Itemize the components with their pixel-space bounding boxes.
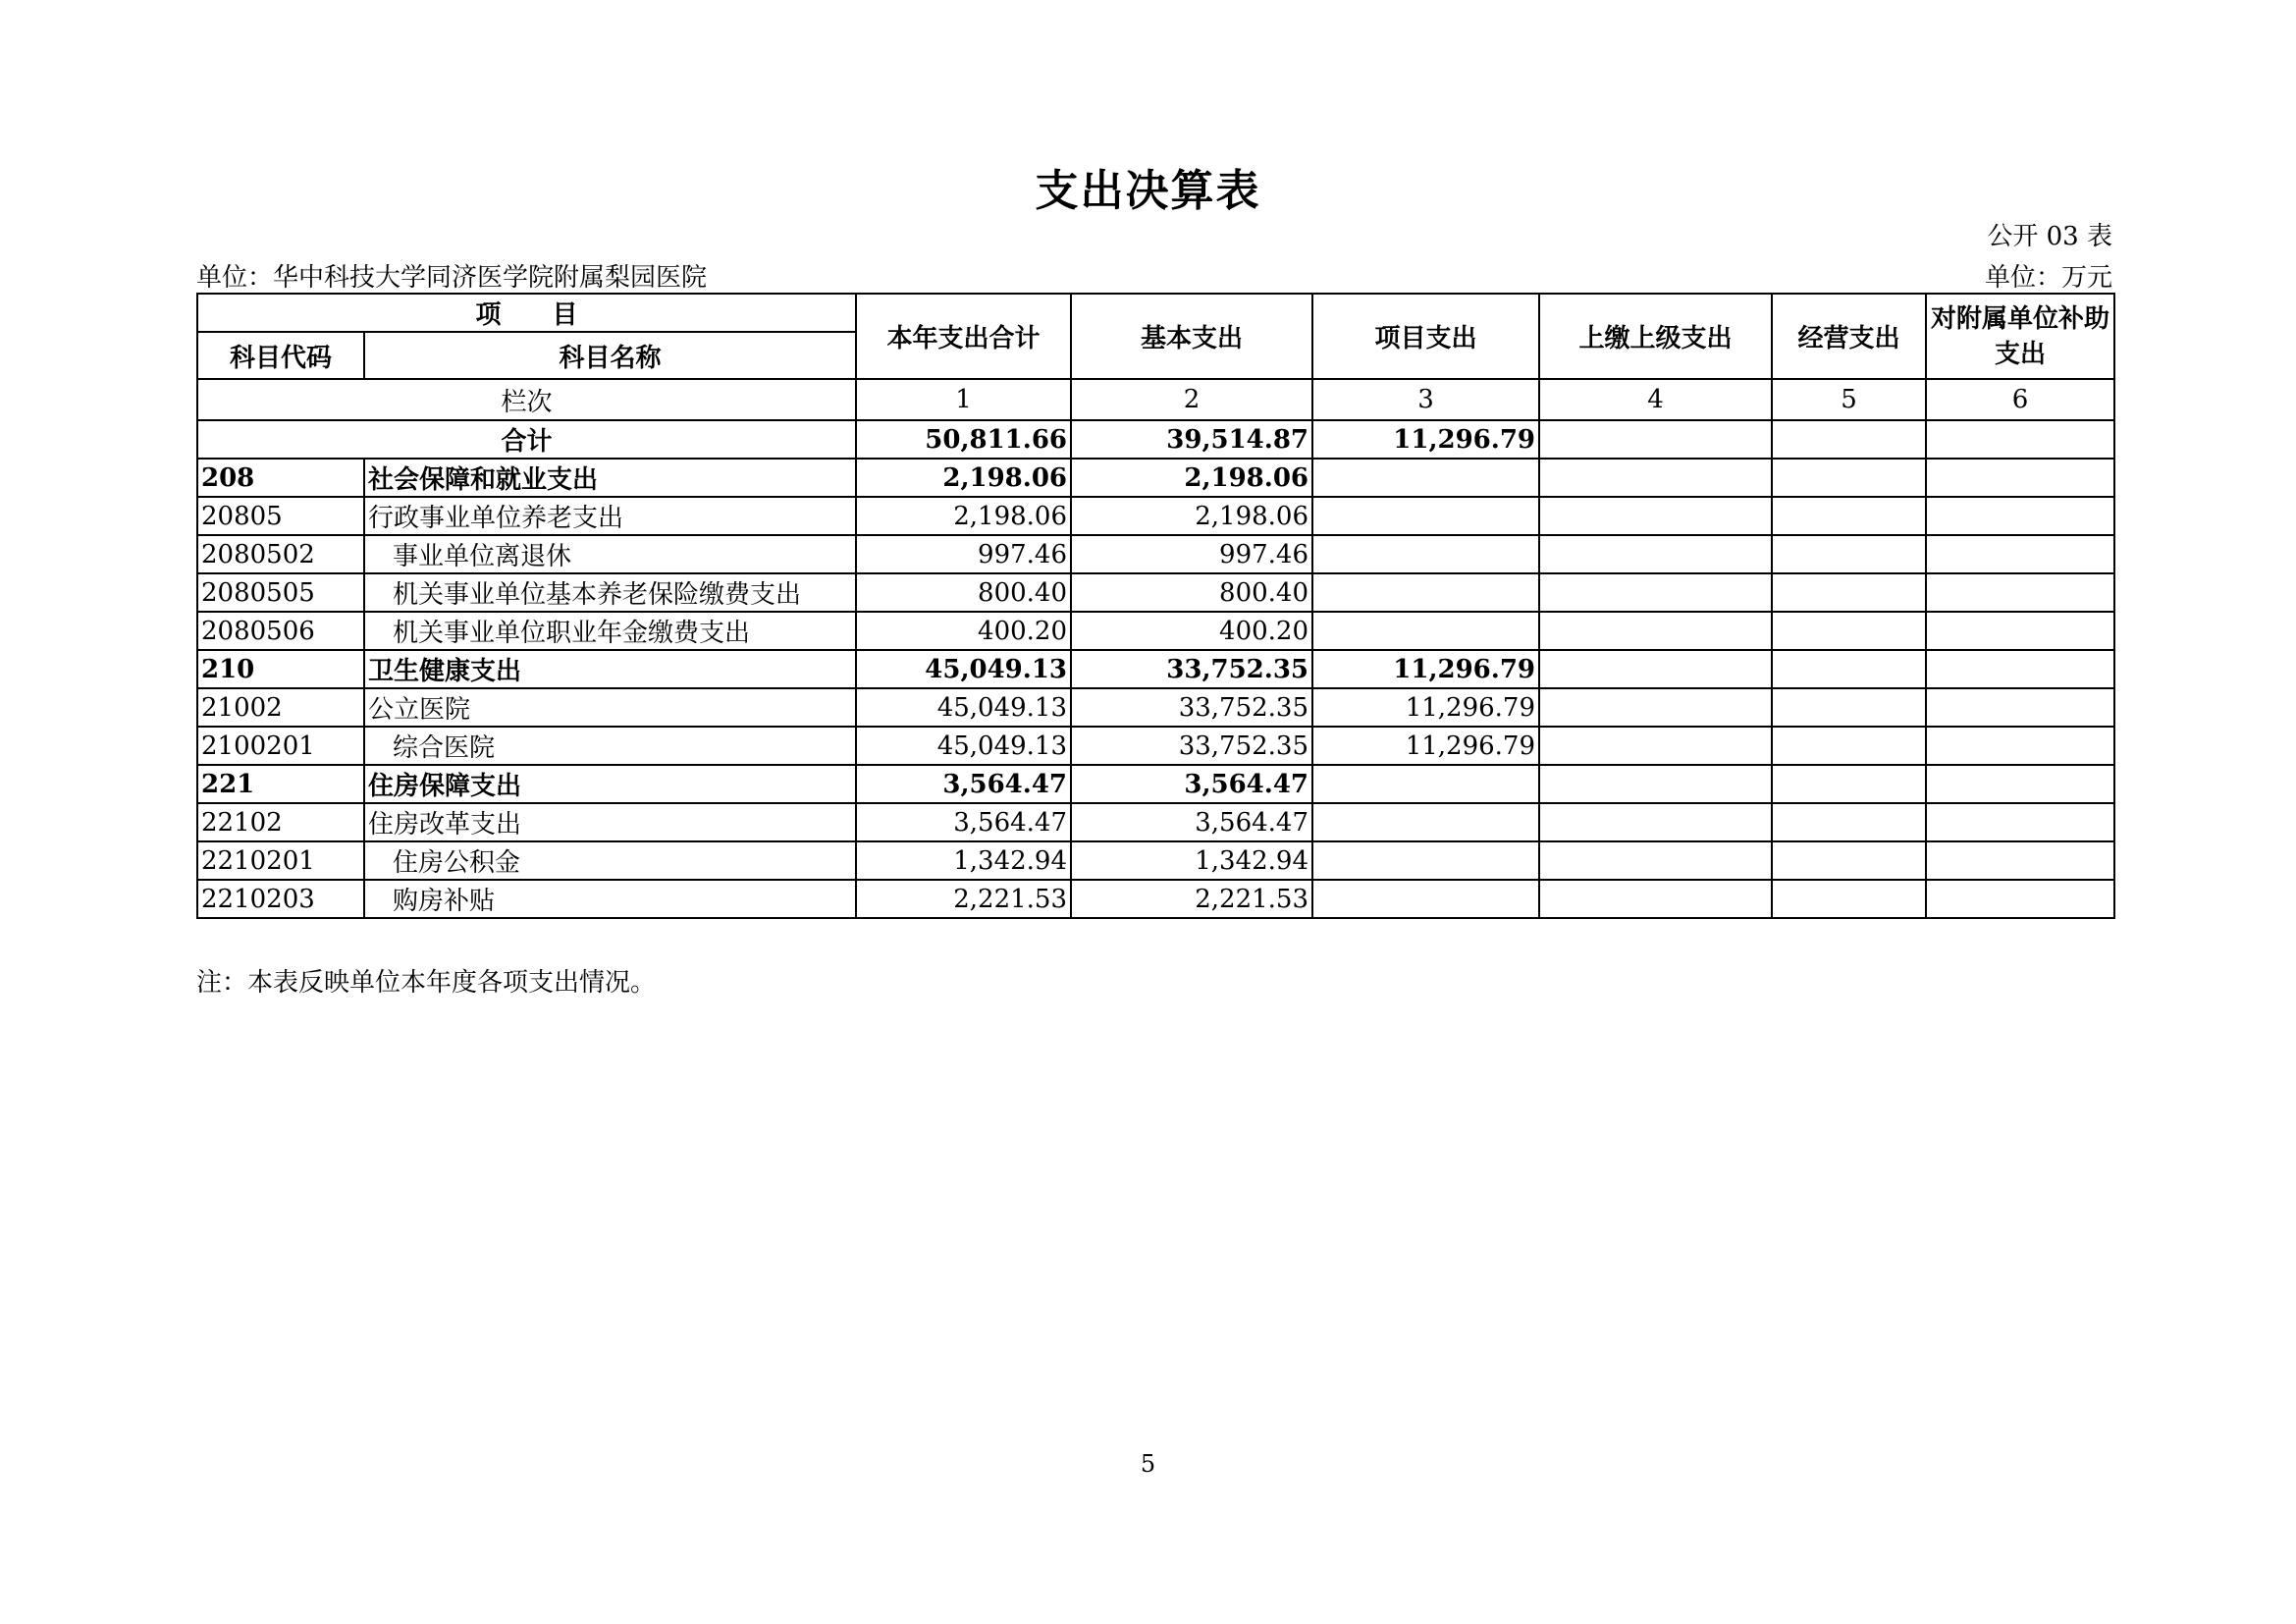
- subject-code: 20805: [197, 497, 364, 535]
- column-number: 3: [1312, 379, 1539, 420]
- amount-upper: [1539, 803, 1772, 841]
- table-row: [197, 535, 2114, 573]
- total-label: 合计: [197, 420, 856, 459]
- amount-basic: 33,752.35: [1071, 688, 1312, 727]
- column-number-row: [197, 379, 2114, 420]
- subject-name: 住房公积金: [364, 841, 856, 880]
- amount-upper: [1539, 612, 1772, 650]
- header-item: 项 目: [197, 294, 856, 332]
- amount-business: [1772, 841, 1926, 880]
- amount-basic: 997.46: [1071, 535, 1312, 573]
- table-row: [197, 765, 2114, 803]
- amount-subsidy: [1926, 841, 2114, 880]
- subject-code: 210: [197, 650, 364, 688]
- amount-business: [1772, 573, 1926, 612]
- subject-name: 住房保障支出: [364, 765, 856, 803]
- amount-basic: 2,221.53: [1071, 880, 1312, 918]
- subject-name: 机关事业单位职业年金缴费支出: [364, 612, 856, 650]
- amount-upper: [1539, 535, 1772, 573]
- amount-business: [1772, 612, 1926, 650]
- amount-project: [1312, 459, 1539, 497]
- amount-project: [1312, 880, 1539, 918]
- amount-subsidy: [1926, 612, 2114, 650]
- subject-name: 行政事业单位养老支出: [364, 497, 856, 535]
- table-row: [197, 727, 2114, 765]
- amount-total: 2,221.53: [856, 880, 1071, 918]
- expenditure-table: [196, 293, 2115, 919]
- amount-business: [1772, 765, 1926, 803]
- amount-upper: [1539, 688, 1772, 727]
- header-name: 科目名称: [364, 332, 856, 379]
- amount-total: 400.20: [856, 612, 1071, 650]
- amount-basic: 3,564.47: [1071, 803, 1312, 841]
- amount-subsidy: [1926, 573, 2114, 612]
- total-cell: 39,514.87: [1071, 420, 1312, 459]
- subject-name: 住房改革支出: [364, 803, 856, 841]
- total-cell: [1539, 420, 1772, 459]
- subject-name: 综合医院: [364, 727, 856, 765]
- amount-business: [1772, 727, 1926, 765]
- amount-upper: [1539, 497, 1772, 535]
- table-row: [197, 650, 2114, 688]
- table-row: [197, 497, 2114, 535]
- amount-basic: 3,564.47: [1071, 765, 1312, 803]
- amount-upper: [1539, 841, 1772, 880]
- total-row: [197, 420, 2114, 459]
- subject-code: 208: [197, 459, 364, 497]
- column-label: 栏次: [197, 379, 856, 420]
- amount-basic: 2,198.06: [1071, 497, 1312, 535]
- amount-subsidy: [1926, 880, 2114, 918]
- amount-project: [1312, 841, 1539, 880]
- amount-subsidy: [1926, 650, 2114, 688]
- subject-code: 2080502: [197, 535, 364, 573]
- amount-total: 45,049.13: [856, 650, 1071, 688]
- footnote: 注：本表反映单位本年度各项支出情况。: [196, 968, 657, 998]
- amount-upper: [1539, 650, 1772, 688]
- subject-code: 22102: [197, 803, 364, 841]
- amount-subsidy: [1926, 688, 2114, 727]
- subject-name: 社会保障和就业支出: [364, 459, 856, 497]
- header-code: 科目代码: [197, 332, 364, 379]
- subject-name: 公立医院: [364, 688, 856, 727]
- amount-upper: [1539, 880, 1772, 918]
- amount-subsidy: [1926, 459, 2114, 497]
- table-row: [197, 573, 2114, 612]
- amount-total: 3,564.47: [856, 765, 1071, 803]
- amount-subsidy: [1926, 803, 2114, 841]
- table-row: [197, 880, 2114, 918]
- subject-code: 2080505: [197, 573, 364, 612]
- amount-project: 11,296.79: [1312, 688, 1539, 727]
- subject-code: 2080506: [197, 612, 364, 650]
- unit-organization: 单位：华中科技大学同济医学院附属梨园医院: [196, 263, 708, 293]
- amount-subsidy: [1926, 535, 2114, 573]
- amount-subsidy: [1926, 765, 2114, 803]
- unit-currency: 单位：万元: [1984, 263, 2112, 293]
- amount-business: [1772, 650, 1926, 688]
- total-cell: [1772, 420, 1926, 459]
- amount-upper: [1539, 765, 1772, 803]
- amount-basic: 33,752.35: [1071, 650, 1312, 688]
- header-upper: 上缴上级支出: [1539, 294, 1772, 379]
- column-number: 1: [856, 379, 1071, 420]
- amount-project: [1312, 573, 1539, 612]
- amount-upper: [1539, 727, 1772, 765]
- header-basic: 基本支出: [1071, 294, 1312, 379]
- amount-project: [1312, 765, 1539, 803]
- amount-project: 11,296.79: [1312, 650, 1539, 688]
- amount-business: [1772, 459, 1926, 497]
- subject-code: 2100201: [197, 727, 364, 765]
- amount-business: [1772, 535, 1926, 573]
- table-row: [197, 688, 2114, 727]
- amount-basic: 400.20: [1071, 612, 1312, 650]
- total-cell: 50,811.66: [856, 420, 1071, 459]
- amount-subsidy: [1926, 497, 2114, 535]
- amount-total: 3,564.47: [856, 803, 1071, 841]
- amount-basic: 2,198.06: [1071, 459, 1312, 497]
- amount-project: [1312, 535, 1539, 573]
- amount-total: 45,049.13: [856, 688, 1071, 727]
- header-business: 经营支出: [1772, 294, 1926, 379]
- subject-name: 购房补贴: [364, 880, 856, 918]
- total-cell: [1926, 420, 2114, 459]
- header-subsidy: 对附属单位补助支出: [1926, 294, 2114, 379]
- amount-total: 800.40: [856, 573, 1071, 612]
- amount-upper: [1539, 459, 1772, 497]
- header-project: 项目支出: [1312, 294, 1539, 379]
- amount-project: 11,296.79: [1312, 727, 1539, 765]
- amount-total: 45,049.13: [856, 727, 1071, 765]
- amount-project: [1312, 497, 1539, 535]
- table-row: [197, 841, 2114, 880]
- subject-name: 机关事业单位基本养老保险缴费支出: [364, 573, 856, 612]
- amount-total: 997.46: [856, 535, 1071, 573]
- page-number: 5: [1140, 1450, 1156, 1478]
- total-cell: 11,296.79: [1312, 420, 1539, 459]
- amount-total: 2,198.06: [856, 497, 1071, 535]
- column-number: 2: [1071, 379, 1312, 420]
- amount-total: 2,198.06: [856, 459, 1071, 497]
- table-row: [197, 612, 2114, 650]
- amount-business: [1772, 688, 1926, 727]
- subject-name: 事业单位离退休: [364, 535, 856, 573]
- amount-basic: 1,342.94: [1071, 841, 1312, 880]
- amount-business: [1772, 880, 1926, 918]
- header-total: 本年支出合计: [856, 294, 1071, 379]
- table-row: [197, 459, 2114, 497]
- page-title: 支出决算表: [1035, 166, 1261, 216]
- amount-project: [1312, 803, 1539, 841]
- subject-code: 2210201: [197, 841, 364, 880]
- column-number: 4: [1539, 379, 1772, 420]
- amount-business: [1772, 497, 1926, 535]
- column-number: 5: [1772, 379, 1926, 420]
- amount-basic: 800.40: [1071, 573, 1312, 612]
- amount-project: [1312, 612, 1539, 650]
- table-row: [197, 803, 2114, 841]
- amount-total: 1,342.94: [856, 841, 1071, 880]
- form-code: 公开 03 表: [1987, 222, 2112, 251]
- subject-name: 卫生健康支出: [364, 650, 856, 688]
- amount-business: [1772, 803, 1926, 841]
- amount-upper: [1539, 573, 1772, 612]
- column-number: 6: [1926, 379, 2114, 420]
- amount-basic: 33,752.35: [1071, 727, 1312, 765]
- amount-subsidy: [1926, 727, 2114, 765]
- subject-code: 21002: [197, 688, 364, 727]
- subject-code: 221: [197, 765, 364, 803]
- subject-code: 2210203: [197, 880, 364, 918]
